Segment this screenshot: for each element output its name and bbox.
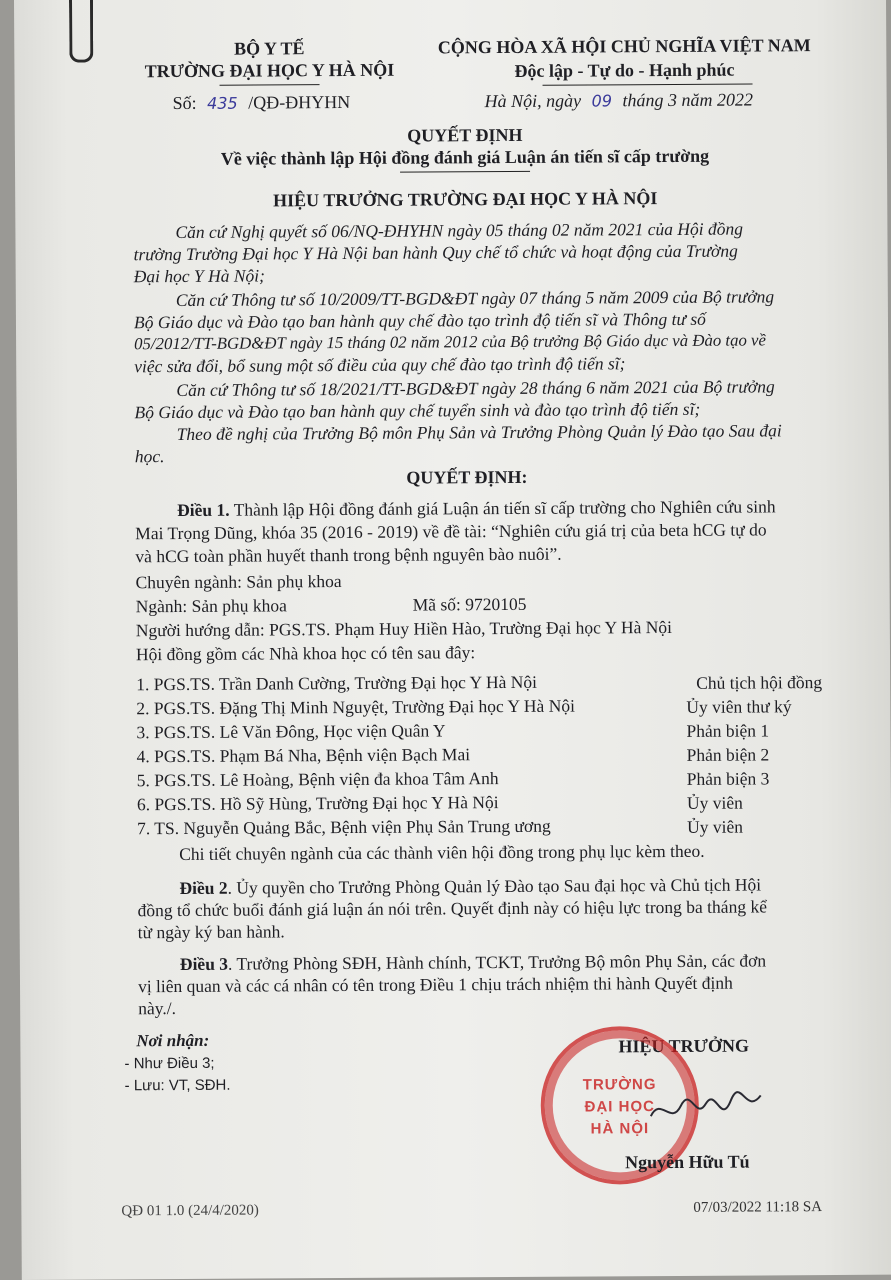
member-role: Chủ tịch hội đồng	[696, 672, 823, 693]
date-prefix: Hà Nội, ngày	[484, 90, 582, 112]
date-handwritten: 09	[591, 91, 613, 111]
motto: Độc lập - Tự do - Hạnh phúc	[514, 59, 735, 81]
document-page	[14, 0, 891, 1280]
preamble-line: việc sửa đổi, bổ sung một số điều của quy chế đào tạo trình độ tiến sĩ;	[134, 353, 626, 377]
recipient-item: - Lưu: VT, SĐH.	[124, 1076, 231, 1095]
decision-heading: QUYẾT ĐỊNH:	[406, 466, 528, 488]
article-1-line: Mai Trọng Dũng, khóa 35 (2016 - 2019) về đề tài: “Nghiên cứu giá trị của beta hCG tự do	[135, 519, 767, 544]
seal-text: ĐẠI HỌC	[584, 1098, 655, 1116]
signer-title: HIỆU TRƯỞNG	[618, 1035, 749, 1057]
preamble-line: Căn cứ Thông tư số 18/2021/TT-BGD&ĐT ngày 28 tháng 6 năm 2021 của Bộ trưởng	[176, 376, 775, 401]
recipients-label: Nơi nhận:	[136, 1030, 210, 1051]
member-role: Ủy viên	[686, 792, 743, 813]
member-role: Phản biện 2	[686, 744, 770, 765]
preamble-line: Bộ Giáo dục và Đào tạo ban hành quy chế tuyển sinh và đào tạo trình độ tiến sĩ;	[134, 398, 701, 423]
article-3-line: vị liên quan và các cá nhân có tên trong Điều 1 chịu trách nhiệm thi hành Quyết định	[137, 972, 733, 997]
preamble-line: 05/2012/TT-BGD&ĐT ngày 15 tháng 02 năm 2012 của Bộ trưởng Bộ Giáo dục và Đào tạo về	[134, 330, 766, 354]
article-2-line: đồng tổ chức buổi đánh giá luận án nói trên. Quyết định này có hiệu lực trong ba tháng kể	[137, 896, 767, 921]
country-name: CỘNG HÒA XÃ HỘI CHỦ NGHĨA VIỆT NAM	[437, 35, 811, 58]
school-name: TRƯỜNG ĐẠI HỌC Y HÀ NỘI	[144, 59, 395, 82]
authority: HIỆU TRƯỞNG TRƯỜNG ĐẠI HỌC Y HÀ NỘI	[273, 188, 658, 211]
footer-timestamp: 07/03/2022 11:18 SA	[693, 1199, 823, 1216]
member-name: 7. TS. Nguyễn Quảng Bắc, Bệnh viện Phụ Sản Trung ương	[137, 815, 551, 839]
recipient-item: - Như Điều 3;	[124, 1054, 215, 1073]
document-subtitle: Về việc thành lập Hội đồng đánh giá Luận án tiến sĩ cấp trường	[220, 145, 710, 169]
preamble-line: Đại học Y Hà Nội;	[133, 265, 265, 287]
major: Ngành: Sản phụ khoa	[135, 595, 287, 617]
article-1-text: Thành lập Hội đồng đánh giá Luận án tiến sĩ cấp trường cho Nghiên cứu sinh	[233, 496, 776, 520]
article-1-line	[177, 495, 776, 521]
article-2-label: Điều 2	[179, 877, 228, 899]
article-1-label: Điều 1.	[177, 499, 230, 521]
number-prefix: Số:	[172, 92, 197, 114]
footer-form-code: QĐ 01 1.0 (24/4/2020)	[121, 1202, 259, 1220]
paper-clip-icon	[69, 0, 93, 63]
supervisor: Người hướng dẫn: PGS.TS. Phạm Huy Hiền Hào, Trường Đại học Y Hà Nội	[135, 616, 673, 641]
article-1-line: và hCG toàn phần huyết thanh trong bệnh nguyên bào nuôi”.	[135, 543, 562, 567]
ministry-name: BỘ Y TẾ	[234, 38, 305, 59]
preamble-line: Bộ Giáo dục và Đào tạo ban hành quy chế đào tạo trình độ tiến sĩ và Thông tư số	[133, 308, 706, 333]
preamble-line: Căn cứ Nghị quyết số 06/NQ-ĐHYHN ngày 05 tháng 02 năm 2021 của Hội đồng	[175, 218, 744, 243]
seal-text: HÀ NỘI	[590, 1120, 650, 1138]
member-name: 3. PGS.TS. Lê Văn Đông, Học viện Quân Y	[136, 720, 446, 743]
header-right-rule	[543, 83, 753, 85]
date-suffix: tháng 3 năm 2022	[622, 89, 754, 111]
preamble-line: Căn cứ Thông tư số 10/2009/TT-BGD&ĐT ngày 07 tháng 5 năm 2009 của Bộ trưởng	[175, 286, 775, 311]
council-detail: Chi tiết chuyên ngành của các thành viên hội đồng trong phụ lục kèm theo.	[179, 840, 705, 865]
major-code: Mã số: 9720105	[412, 593, 527, 615]
member-name: 6. PGS.TS. Hồ Sỹ Hùng, Trường Đại học Y Hà Nội	[136, 792, 499, 815]
member-role: Phản biện 3	[686, 768, 770, 789]
seal-text: TRƯỜNG	[582, 1076, 657, 1094]
member-name: 2. PGS.TS. Đặng Thị Minh Nguyệt, Trường Đại học Y Hà Nội	[136, 695, 575, 719]
member-role: Phản biện 1	[686, 720, 770, 741]
council-intro: Hội đồng gồm các Nhà khoa học có tên sau đây:	[135, 642, 476, 665]
member-role: Ủy viên	[687, 816, 744, 837]
document-number	[173, 92, 351, 114]
handwritten-signature-icon	[646, 1085, 766, 1136]
number-handwritten: 435	[207, 93, 238, 113]
specialty: Chuyên ngành: Sản phụ khoa	[135, 571, 342, 593]
member-role: Ủy viên thư ký	[686, 696, 792, 717]
document-title: QUYẾT ĐỊNH	[407, 124, 523, 146]
member-name: 1. PGS.TS. Trần Danh Cường, Trường Đại học Y Hà Nội	[136, 671, 538, 695]
article-3-line: này./.	[138, 998, 176, 1019]
article-3-text: . Trưởng Phòng SĐH, Hành chính, TCKT, Trưởng Bộ môn Phụ Sản, các đơn	[227, 950, 767, 974]
preamble-line: trường Trường Đại học Y Hà Nội ban hành Quy chế tổ chức và hoạt động của Trường	[133, 240, 738, 265]
article-3-label: Điều 3	[179, 953, 229, 975]
preamble-line: học.	[134, 446, 165, 467]
preamble-line: Theo đề nghị của Trưởng Bộ môn Phụ Sản và Trưởng Phòng Quản lý Đào tạo Sau đại	[176, 420, 782, 445]
document-date	[485, 89, 753, 112]
article-2-line: từ ngày ký ban hành.	[137, 921, 285, 943]
member-name: 5. PGS.TS. Lê Hoàng, Bệnh viện đa khoa Tâm Anh	[136, 768, 499, 791]
member-name: 4. PGS.TS. Phạm Bá Nha, Bệnh viện Bạch Mai	[136, 744, 471, 767]
signer-name: Nguyễn Hữu Tú	[625, 1151, 750, 1173]
subtitle-rule	[400, 171, 530, 173]
header-left-rule	[220, 84, 320, 86]
number-suffix: /QĐ-ĐHYHN	[248, 91, 351, 113]
article-2-text: . Ủy quyền cho Trưởng Phòng Quản lý Đào tạo Sau đại học và Chủ tịch Hội	[227, 874, 762, 898]
